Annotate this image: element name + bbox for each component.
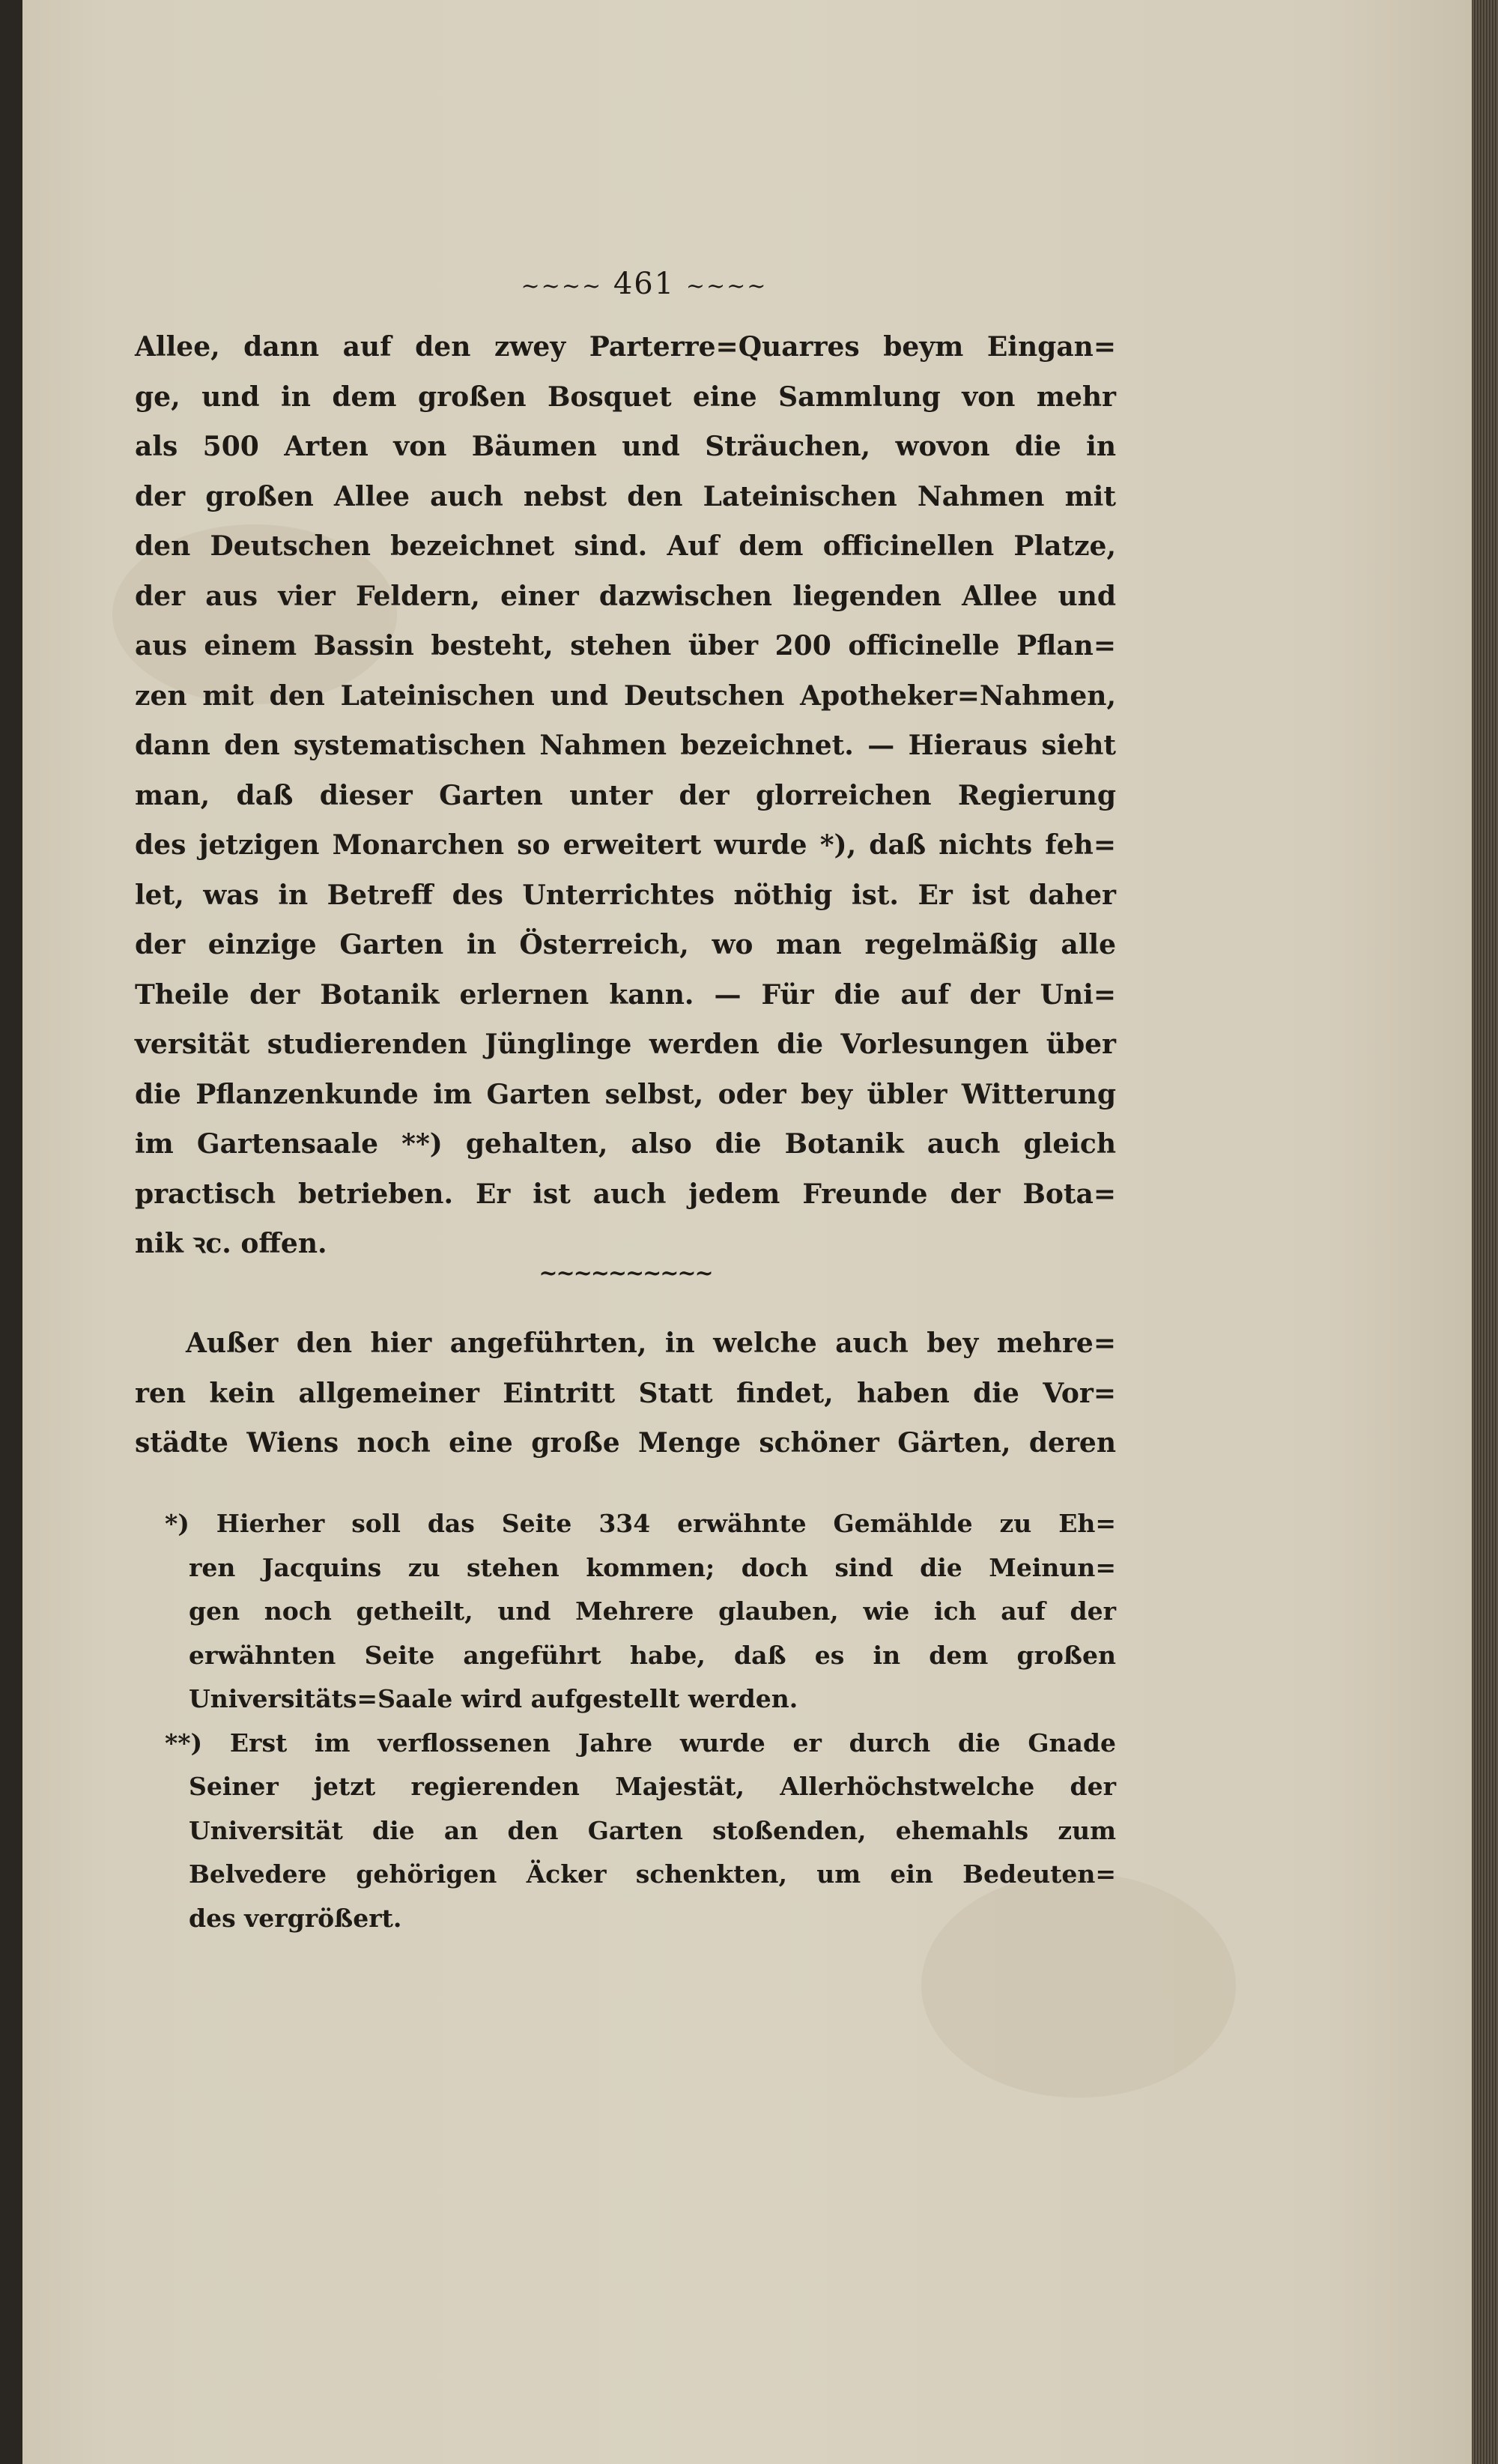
- footnotes: [135, 1502, 1116, 1940]
- text-line: practisch betrieben. Er ist auch jedem Freunde der Bota=: [135, 1178, 1116, 1210]
- text-line: aus einem Bassin besteht, stehen über 200 officinelle Pflan=: [135, 630, 1116, 662]
- text-line: als 500 Arten von Bäumen und Sträuchen, wovon die in: [135, 431, 1116, 462]
- footnote-line: Belvedere gehörigen Äcker schenkten, um ein Bedeuten=: [189, 1859, 1116, 1889]
- text-line: let, was in Betreff des Unterrichtes nöthig ist. Er ist daher: [135, 879, 1116, 911]
- footnote-line: Seiner jetzt regierenden Majestät, Allerhöchstwelche der: [189, 1772, 1116, 1801]
- page-header: [494, 267, 794, 301]
- text-line: Allee, dann auf den zwey Parterre=Quarres beym Eingan=: [135, 331, 1116, 363]
- text-line: städte Wiens noch eine große Menge schöner Gärten, deren: [135, 1427, 1116, 1459]
- footnote-line: *) Hierher soll das Seite 334 erwähnte Gemählde zu Eh=: [165, 1509, 1116, 1538]
- text-line: Theile der Botanik erlernen kann. — Für die auf der Uni=: [135, 978, 1116, 1011]
- book-page-edges: [1472, 0, 1498, 2464]
- text-line: ge, und in dem großen Bosquet eine Sammlung von mehr: [135, 381, 1116, 413]
- paragraph-main: [135, 322, 1116, 1269]
- paragraph-second: [135, 1319, 1116, 1468]
- text-line: im Gartensaale **) gehalten, also die Botanik auch gleich: [135, 1128, 1116, 1160]
- footnote-2: [135, 1722, 1116, 1941]
- text-line: die Pflanzenkunde im Garten selbst, oder bey übler Witterung: [135, 1078, 1116, 1110]
- footnote-line: **) Erst im verflossenen Jahre wurde er durch die Gnade: [165, 1728, 1116, 1758]
- text-line: Außer den hier angeführten, in welche auch bey mehre=: [186, 1328, 1116, 1359]
- section-separator: ~~~~~~~~~~: [539, 1260, 712, 1286]
- text-line: man, daß dieser Garten unter der glorreichen Regierung: [135, 779, 1116, 811]
- footnote-1: [135, 1502, 1116, 1722]
- footnote-line: Universitäts=Saale wird aufgestellt werden.: [189, 1684, 798, 1713]
- text-line: der einzige Garten in Österreich, wo man regelmäßig alle: [135, 929, 1116, 960]
- page-number: 461: [613, 267, 676, 301]
- header-ornament-left: ~~~~: [521, 273, 603, 300]
- footnote-line: gen noch getheilt, und Mehrere glauben, wie ich auf der: [189, 1596, 1116, 1626]
- text-line: ren kein allgemeiner Eintritt Statt findet, haben die Vor=: [135, 1377, 1116, 1409]
- text-line: des jetzigen Monarchen so erweitert wurde *), daß nichts feh=: [135, 829, 1116, 861]
- text-line: versität studierenden Jünglinge werden die Vorlesungen über: [135, 1029, 1116, 1060]
- text-line: nik ꝛc. offen.: [135, 1228, 327, 1259]
- footnote-line: ren Jacquins zu stehen kommen; doch sind die Meinun=: [189, 1552, 1116, 1582]
- text-line: der aus vier Feldern, einer dazwischen liegenden Allee und: [135, 580, 1116, 612]
- text-line: dann den systematischen Nahmen bezeichnet. — Hieraus sieht: [135, 730, 1116, 761]
- text-line: zen mit den Lateinischen und Deutschen Apotheker=Nahmen,: [135, 679, 1116, 712]
- text-line: den Deutschen bezeichnet sind. Auf dem officinellen Platze,: [135, 530, 1116, 562]
- footnote-line: Universität die an den Garten stoßenden, ehemahls zum: [189, 1815, 1116, 1845]
- text-line: der großen Allee auch nebst den Lateinischen Nahmen mit: [135, 480, 1116, 512]
- footnote-line: des vergrößert.: [189, 1903, 402, 1933]
- header-ornament-right: ~~~~: [685, 273, 768, 300]
- footnote-line: erwähnten Seite angeführt habe, daß es in dem großen: [189, 1640, 1116, 1670]
